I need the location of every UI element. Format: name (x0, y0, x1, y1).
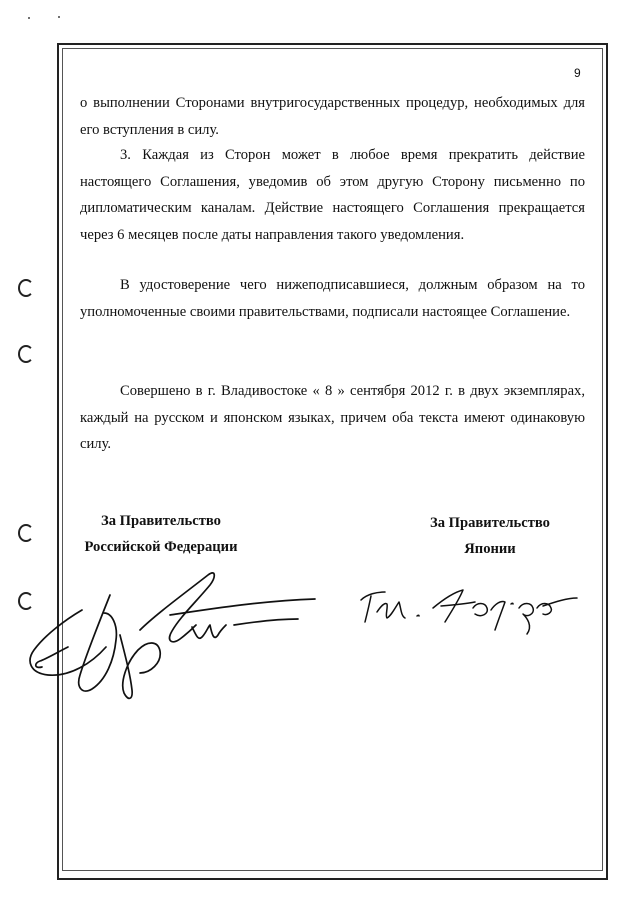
paragraph-done-at: Совершено в г. Владивостоке « 8 » сентября 2012 г. в двух экземплярах, каждый на русском и японском языках, причем оба текста имеют одинаковую силу. (80, 383, 585, 452)
punch-hole (18, 524, 34, 542)
signature-label: За Правительство (430, 515, 550, 531)
paragraph-witness: В удостоверение чего нижеподписавшиеся, должным образом на то уполномоченные своими правительствами, подписали настоящее Соглашение. (80, 277, 585, 320)
punch-hole (18, 279, 34, 297)
page-number: 9 (574, 66, 581, 80)
paragraph-termination: 3. Каждая из Сторон может в любое время прекратить действие настоящего Соглашения, уведомив об этом другую Сторону письменно по дипломатическим каналам. Действие настоящего Соглашения прекращается через 6 месяцев после даты направления такого уведомления. (80, 147, 585, 243)
paragraph-procedures: о выполнении Сторонами внутригосударственных процедур, необходимых для его вступления в силу. (80, 95, 585, 138)
signature-party: Японии (464, 541, 516, 557)
scan-speck (28, 17, 30, 19)
handwritten-signature-left (20, 555, 320, 705)
signature-label: За Правительство (101, 513, 221, 529)
punch-hole (18, 345, 34, 363)
signature-block-russia (72, 508, 250, 560)
handwritten-signature-right (355, 578, 585, 638)
signature-party: Российской Федерации (84, 539, 238, 555)
scan-speck (58, 16, 60, 18)
signature-block-japan (402, 510, 578, 562)
